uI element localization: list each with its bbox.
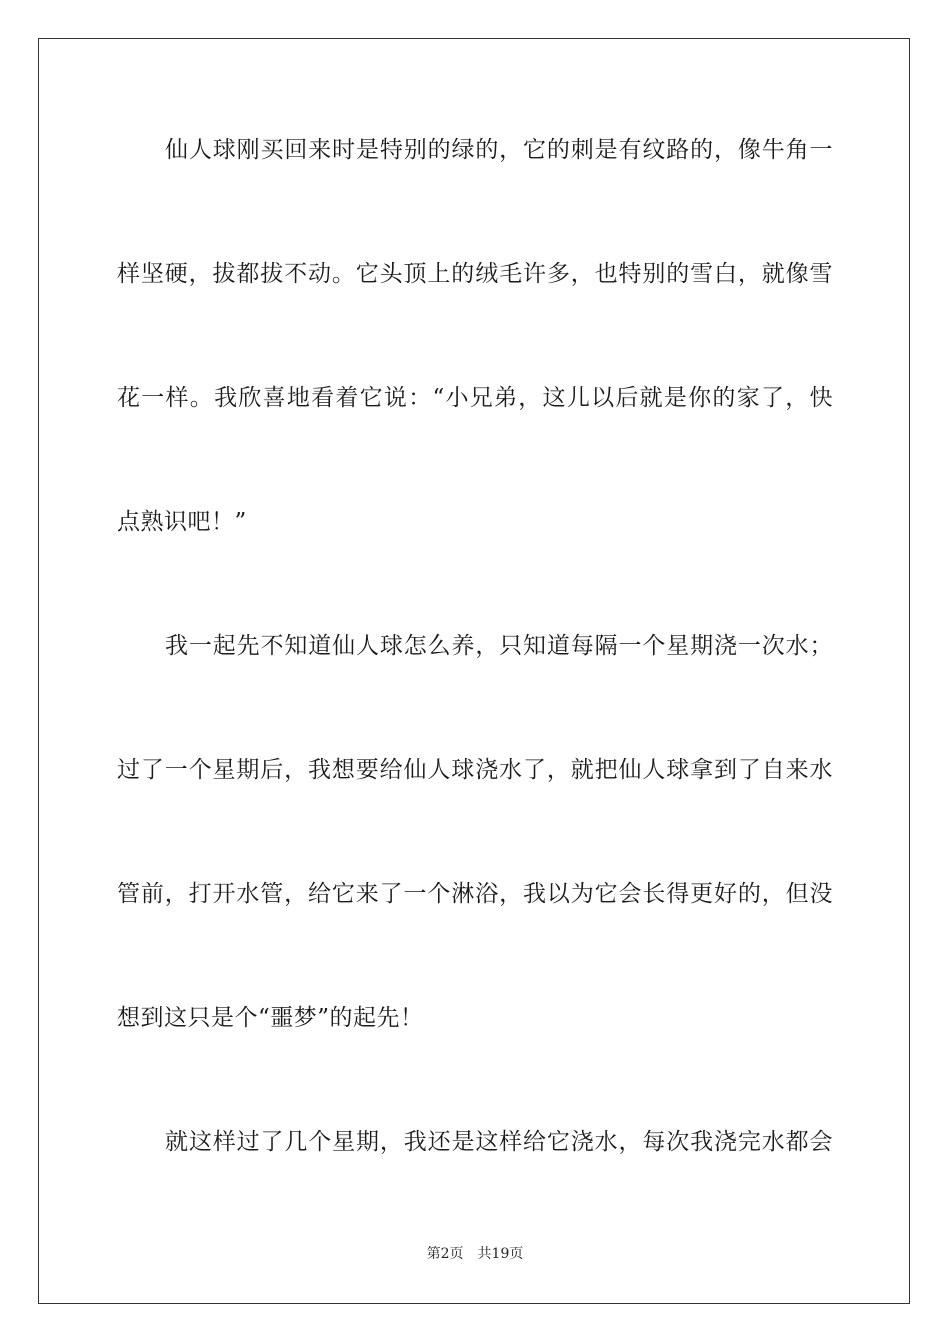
page-total: 共19页 [477, 1246, 524, 1262]
paragraph-line: 花一样。我欣喜地看着它说：“小兄弟，这儿以后就是你的家了，快 [117, 385, 833, 411]
paragraph-line: 样坚硬，拔都拔不动。它头顶上的绒毛许多，也特别的雪白，就像雪 [117, 261, 833, 287]
page-footer [0, 1245, 950, 1263]
page-number: 第2页 [426, 1246, 464, 1262]
paragraph-line: 管前，打开水管，给它来了一个淋浴，我以为它会长得更好的，但没 [117, 881, 833, 907]
paragraph-line: 过了一个星期后，我想要给仙人球浇水了，就把仙人球拿到了自来水 [117, 757, 833, 783]
paragraph-line: 我一起先不知道仙人球怎么养，只知道每隔一个星期浇一次水； [165, 633, 833, 659]
paragraph-line: 想到这只是个“噩梦”的起先！ [117, 1005, 424, 1031]
paragraph-line: 就这样过了几个星期，我还是这样给它浇水，每次我浇完水都会 [165, 1129, 833, 1155]
paragraph-line: 仙人球刚买回来时是特别的绿的，它的刺是有纹路的，像牛角一 [165, 137, 833, 163]
paragraph-line: 点熟识吧！” [117, 509, 247, 535]
page-border [38, 38, 910, 1304]
